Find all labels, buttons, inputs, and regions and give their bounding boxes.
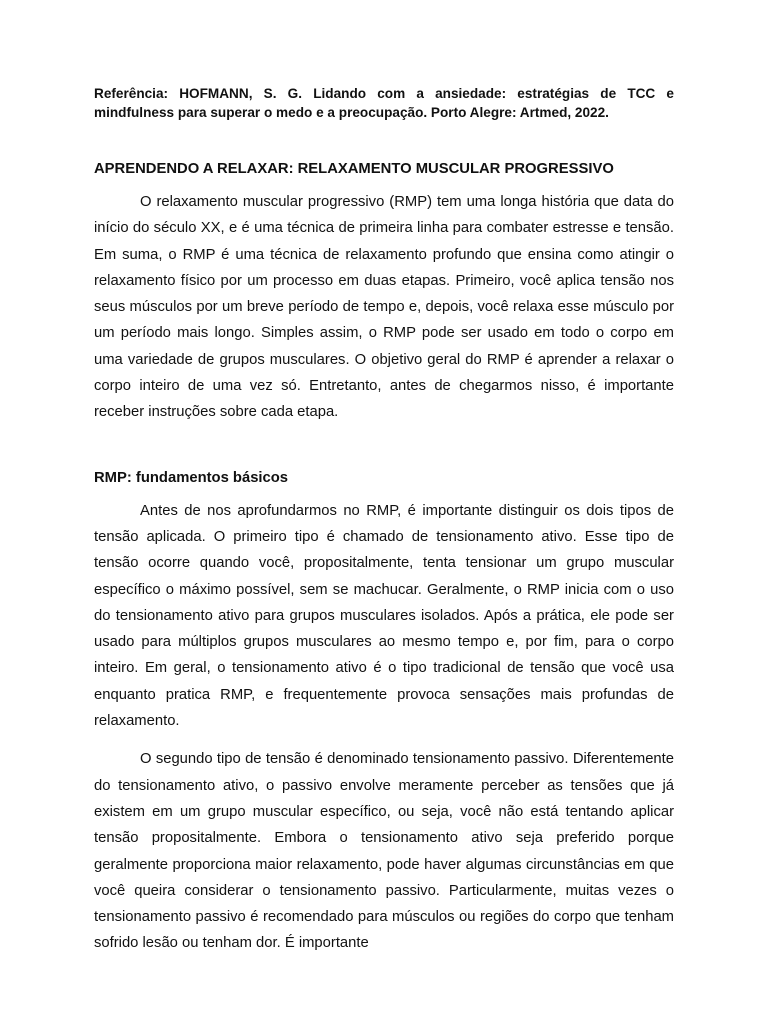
section-paragraph: O relaxamento muscular progressivo (RMP) tem uma longa história que data do início do século XX, e é uma técnica de primeira linha para combater estresse e tensão. Em suma, o RMP é uma técnica de relaxamento profundo que ensina como atingir o relaxamento físico por um processo em duas etapas. Primeiro, você aplica tensão nos seus músculos por um breve período de tempo e, depois, você relaxa esse músculo por um período mais longo. Simples assim, o RMP pode ser usado em todo o corpo em uma variedade de grupos musculares. O objetivo geral do RMP é aprender a relaxar o corpo inteiro de uma vez só. Entretanto, antes de chegarmos nisso, é importante receber instruções sobre cada etapa. [94, 194, 674, 421]
subsection-title: RMP: fundamentos básicos [94, 469, 289, 486]
section-title: APRENDENDO A RELAXAR: RELAXAMENTO MUSCULAR PROGRESSIVO [94, 161, 614, 177]
reference-citation: Referência: HOFMANN, S. G. Lidando com a ansiedade: estratégias de TCC e mindfulness para superar o medo e a preocupação. Porto Alegre: Artmed, 2022. [94, 86, 674, 120]
document-page [94, 84, 674, 957]
subsection-paragraph-1: Antes de nos aprofundarmos no RMP, é importante distinguir os dois tipos de tensão aplicada. O primeiro tipo é chamado de tensionamento ativo. Esse tipo de tensão ocorre quando você, propositalmente, tenta tensionar um grupo muscular específico o máximo possível, sem se machucar. Geralmente, o RMP inicia com o uso do tensionamento ativo para grupos musculares isolados. Após a prática, ele pode ser usado para múltiplos grupos musculares ao mesmo tempo e, por fim, para o corpo inteiro. Em geral, o tensionamento ativo é o tipo tradicional de tensão que você usa enquanto pratica RMP, e frequentemente provoca sensações mais profundas de relaxamento. [94, 502, 674, 730]
subsection-paragraph-2: O segundo tipo de tensão é denominado tensionamento passivo. Diferentemente do tensionamento ativo, o passivo envolve meramente perceber as tensões que já existem em um grupo muscular específico, ou seja, você não está tentando aplicar tensão propositalmente. Embora o tensionamento ativo seja preferido porque geralmente proporciona maior relaxamento, pode haver algumas circunstâncias em que você queira considerar o tensionamento passivo. Particularmente, muitas vezes o tensionamento passivo é recomendado para músculos ou regiões do corpo que tenham sofrido lesão ou tenham dor. É importante [94, 751, 674, 952]
